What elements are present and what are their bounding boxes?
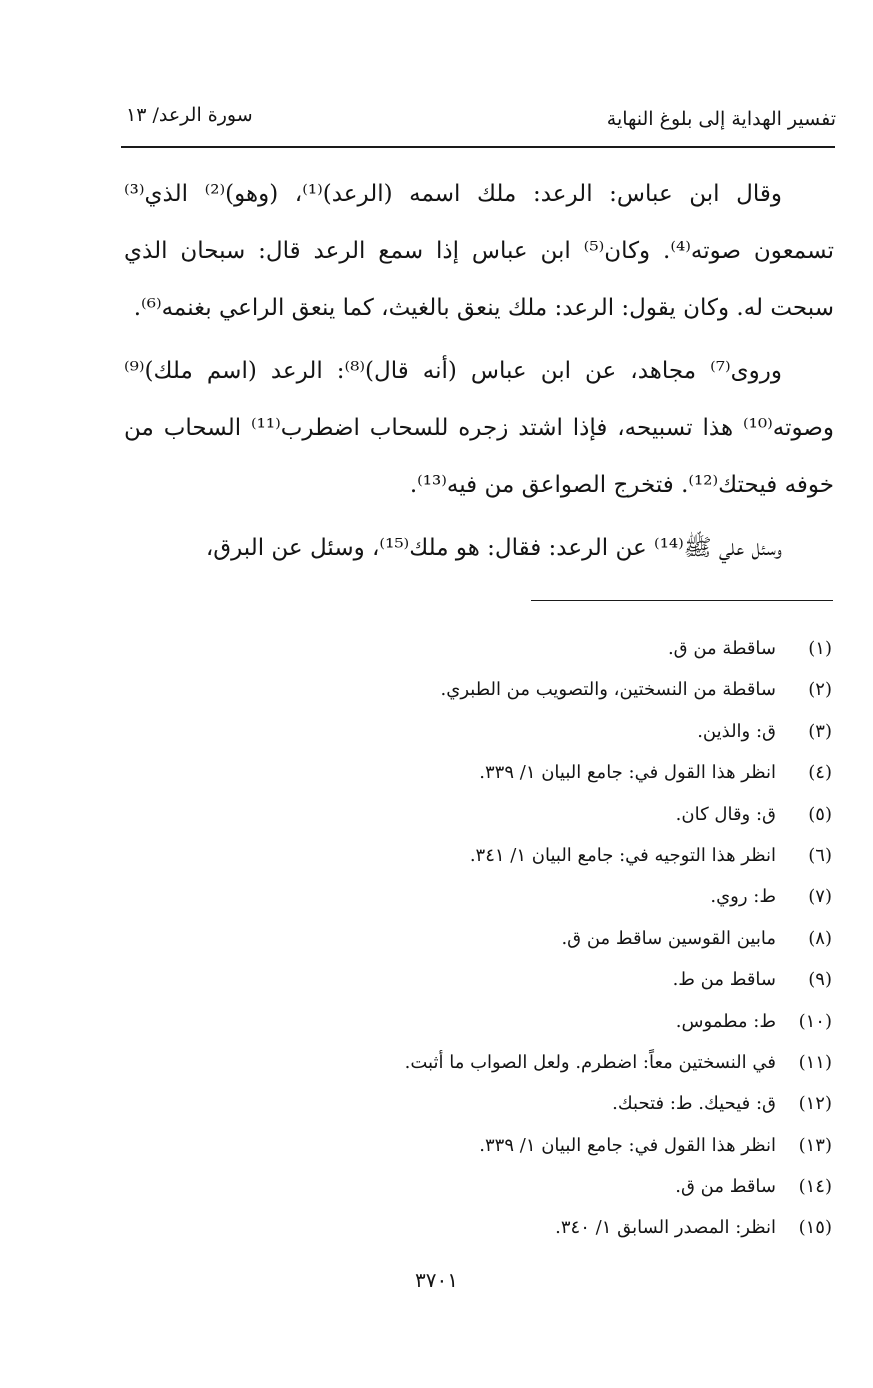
footnote-number: (١٥): [798, 1217, 832, 1239]
footnote-number: (١): [808, 638, 832, 659]
footnote-text: ط: مطموس.: [675, 1010, 776, 1032]
footnote-item: [140, 1125, 832, 1166]
footnote-number: (١٤): [798, 1176, 832, 1198]
footnote-item: [140, 959, 832, 1000]
footnote-number: (٤): [808, 762, 832, 784]
surah-label: سورة الرعد/ ١٣: [126, 104, 253, 126]
footnote-item: [140, 918, 832, 959]
paragraph-ali: وسئل علي ﷺ⁽¹⁴⁾ عن الرعد: فقال: هو ملك⁽¹⁵⁾، وسئل عن البرق،: [205, 535, 782, 561]
footnote-text: ق: فيحيك. ط: فتحبك.: [612, 1093, 776, 1115]
footnote-text: ساقط من ق.: [675, 1176, 776, 1198]
footnote-number: (١٣): [798, 1134, 832, 1156]
footnote-item: [140, 876, 832, 917]
footnote-item: [140, 1083, 832, 1124]
paragraph-ibn-abbas: وقال ابن عباس: الرعد: ملك اسمه (الرعد)⁽¹⁾، (وهو)⁽²⁾ الذي⁽³⁾ تسمعون صوته⁽⁴⁾. وكان⁽⁵⁾ ابن عباس إذا سمع الرعد قال: سبحان الذي سبحت له. وكان يقول: الرعد: ملك ينعق بالغيث، كما ينعق الراعي بغنمه⁽⁶⁾.: [124, 181, 835, 321]
footnote-item: [140, 835, 832, 876]
footnote-item: [140, 752, 832, 793]
footnote-text: ق: والذين.: [697, 720, 776, 742]
footnote-number: (٦): [808, 844, 832, 866]
footnote-item: [140, 1042, 832, 1083]
footnote-item: [140, 1207, 832, 1248]
footnote-text: انظر هذا القول في: جامع البيان ١/ ٣٣٩.: [479, 762, 776, 784]
paragraph-mujahid: وروى⁽⁷⁾ مجاهد، عن ابن عباس (أنه قال)⁽⁸⁾: الرعد (اسم ملك)⁽⁹⁾ وصوته⁽¹⁰⁾ هذا تسبيحه، فإذا اشتد زجره للسحاب اضطرب⁽¹¹⁾ السحاب من خوفه فيحتك⁽¹²⁾. فتخرج الصواعق من فيه⁽¹³⁾.: [124, 358, 834, 498]
footnote-number: (٣): [808, 720, 832, 742]
footnote-number: (٨): [808, 927, 832, 949]
running-header: [118, 102, 836, 138]
footnote-item: [140, 1001, 832, 1042]
footnote-number: (١١): [798, 1051, 832, 1073]
footnote-text: انظر هذا القول في: جامع البيان ١/ ٣٣٩.: [479, 1134, 776, 1156]
footnote-text: انظر هذا التوجيه في: جامع البيان ١/ ٣٤١.: [469, 844, 776, 866]
footnote-item: [140, 711, 832, 752]
footnote-text: ساقطة من ق.: [667, 638, 776, 659]
footnote-number: (٢): [808, 679, 832, 701]
footnote-number: (٧): [808, 886, 832, 908]
footnote-text: ط: روي.: [710, 886, 776, 908]
header-divider: [121, 146, 835, 148]
footnote-text: في النسختين معاً: اضطرم. ولعل الصواب ما أثبت.: [404, 1051, 776, 1073]
footnotes-list: [140, 628, 832, 1249]
footnote-item: [140, 1166, 832, 1207]
page-number: ٣٧٠١: [415, 1268, 458, 1292]
book-title: تفسير الهداية إلى بلوغ النهاية: [606, 108, 836, 130]
footnote-number: (١٢): [798, 1093, 832, 1115]
footnote-text: ساقطة من النسختين، والتصويب من الطبري.: [440, 679, 776, 701]
footnote-number: (٩): [808, 969, 832, 991]
footnote-item: [140, 628, 832, 669]
footnote-text: انظر: المصدر السابق ١/ ٣٤٠.: [555, 1217, 776, 1239]
footnote-text: مابين القوسين ساقط من ق.: [561, 927, 776, 949]
footnote-divider: [531, 600, 833, 601]
footnote-item: [140, 669, 832, 710]
footnote-text: ساقط من ط.: [672, 969, 776, 991]
footnote-number: (١٠): [798, 1010, 832, 1032]
main-text: [124, 166, 834, 583]
footnote-number: (٥): [808, 803, 832, 825]
footnote-item: [140, 794, 832, 835]
footnote-text: ق: وقال كان.: [675, 803, 776, 825]
